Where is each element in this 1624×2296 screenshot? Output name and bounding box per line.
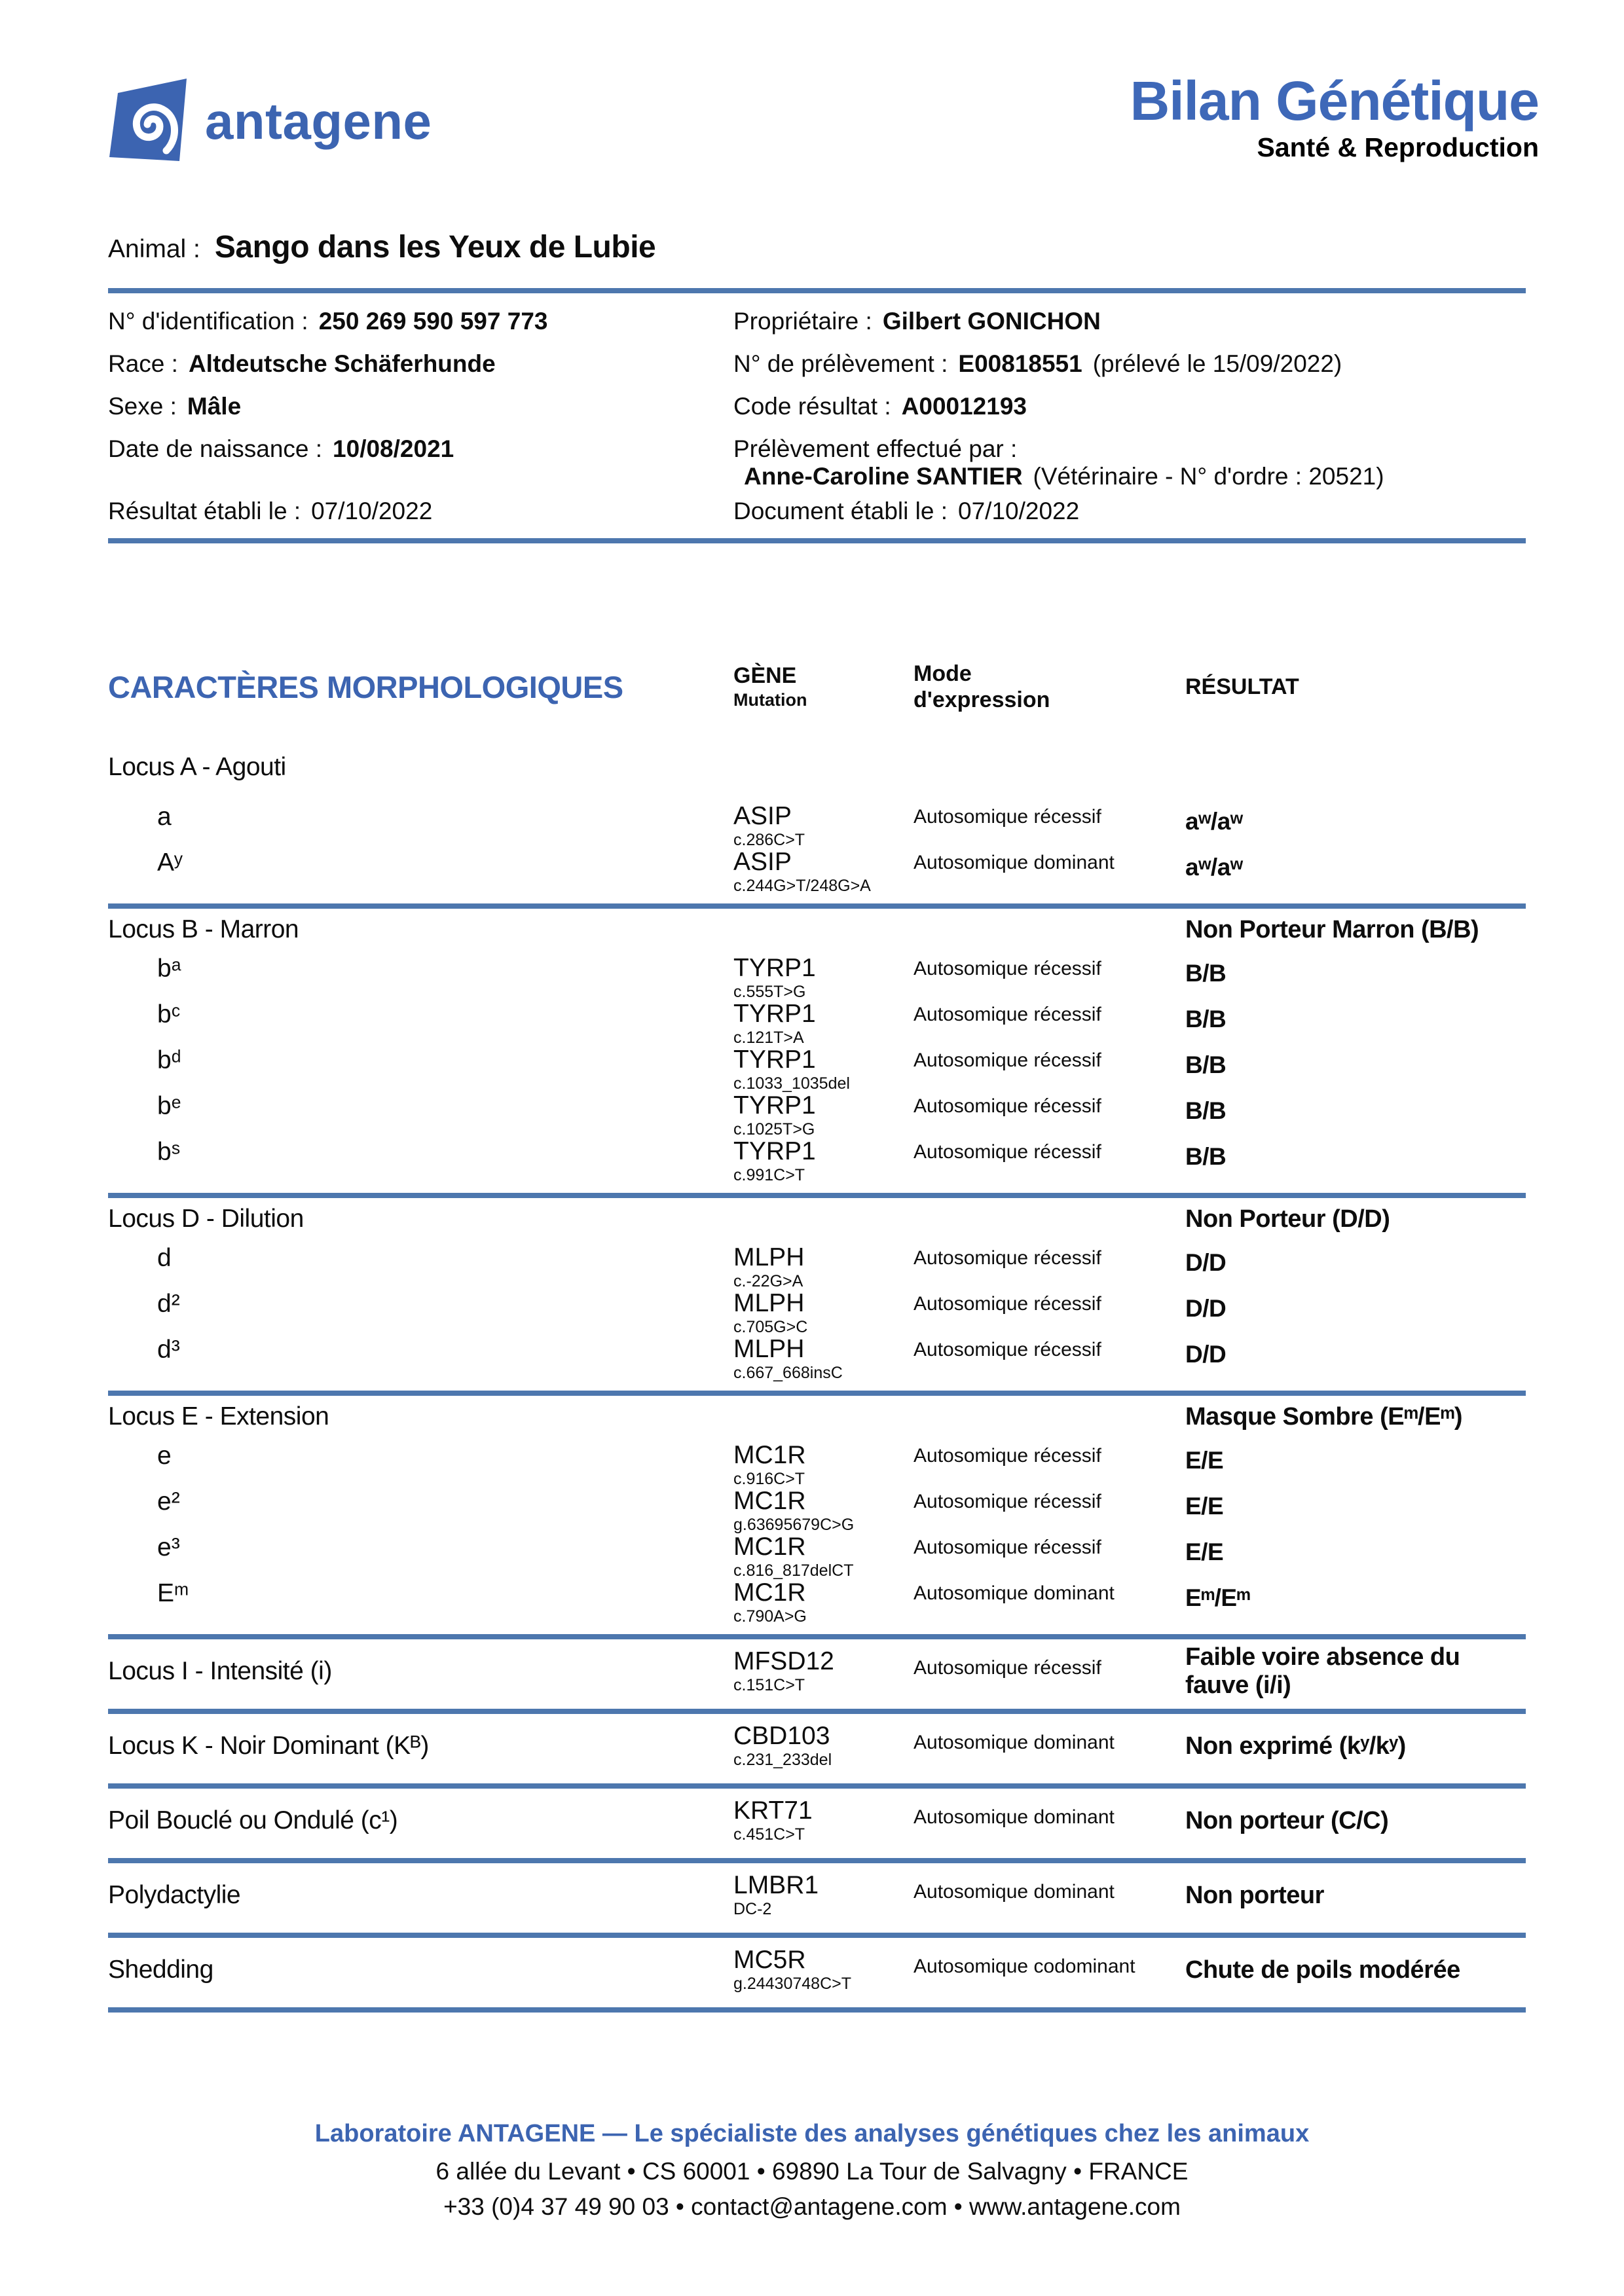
locus-section: [108, 1714, 1526, 1789]
locus-result: Non porteur: [1185, 1881, 1324, 1909]
locus-gene-block: [733, 1797, 913, 1844]
allele-label: e³: [157, 1533, 180, 1561]
gene-mutation: c.790A>G: [733, 1607, 807, 1626]
allele-label: bᵉ: [157, 1092, 181, 1120]
field-value: E00818551: [958, 350, 1082, 377]
gene-mutation: c.-22G>A: [733, 1272, 803, 1290]
gene-name: MLPH: [733, 1243, 805, 1271]
locus-gene-block: [733, 1722, 913, 1770]
expression-mode: Autosomique dominant: [913, 1880, 1115, 1903]
logo-wordmark: antagene: [205, 92, 432, 150]
row-result: aʷ/aʷ: [1185, 854, 1243, 881]
identity-field-row: [108, 393, 724, 435]
row-result: Eᵐ/Eᵐ: [1185, 1584, 1250, 1611]
locus-gene-block: [733, 1648, 913, 1695]
gene-name: MC5R: [733, 1946, 806, 1974]
row-gene-block: [733, 1336, 913, 1383]
locus-title: Shedding: [108, 1956, 213, 1984]
allele-label: d²: [157, 1290, 180, 1318]
locus-rows: [108, 1442, 1526, 1625]
field-value: 10/08/2021: [333, 435, 454, 462]
field-label: N° d'identification :: [108, 308, 308, 335]
column-header-gene: GÈNE Mutation: [733, 663, 807, 710]
animal-label: Animal :: [108, 235, 200, 263]
animal-row: [108, 229, 655, 265]
expression-mode: Autosomique récessif: [913, 1141, 1101, 1163]
row-gene-block: [733, 848, 913, 896]
locus-rows: [108, 955, 1526, 1184]
gene-name: CBD103: [733, 1722, 830, 1750]
allele-label: e: [157, 1442, 172, 1470]
gene-name: TYRP1: [733, 1000, 816, 1028]
locus-section-head: [108, 1942, 1526, 1998]
expression-mode: Autosomique récessif: [913, 1491, 1101, 1512]
expression-mode: Autosomique récessif: [913, 1004, 1101, 1025]
identity-field-row: [733, 393, 1559, 435]
locus-title: Locus B - Marron: [108, 915, 299, 943]
expression-mode: Autosomique récessif: [913, 1445, 1101, 1467]
locus-section: [108, 1863, 1526, 1938]
gene-name: ASIP: [733, 848, 792, 876]
field-label: Date de naissance :: [108, 435, 323, 462]
table-header: [108, 648, 1526, 725]
document-title: Bilan Génétique: [1130, 70, 1539, 132]
locus-title: Locus I - Intensité (i): [108, 1657, 332, 1685]
identity-field-row: [108, 435, 724, 478]
expression-mode: Autosomique dominant: [913, 1731, 1115, 1753]
table-row: [108, 1579, 1526, 1625]
expression-mode: Autosomique dominant: [913, 852, 1115, 873]
antagene-logo: [108, 77, 432, 166]
locus-title: Locus D - Dilution: [108, 1205, 304, 1233]
table-row: [108, 1487, 1526, 1533]
document-title-block: [1130, 71, 1539, 164]
table-row: [108, 1336, 1526, 1381]
field-label: Propriétaire :: [733, 308, 872, 335]
locus-section-head: [108, 1718, 1526, 1774]
gene-mutation: c.555T>G: [733, 983, 806, 1001]
expression-mode: Autosomique récessif: [913, 1293, 1101, 1315]
row-gene-block: [733, 1579, 913, 1626]
table-row: [108, 803, 1526, 848]
row-gene-block: [733, 1244, 913, 1291]
gene-mutation: c.991C>T: [733, 1166, 805, 1184]
locus-section-head: [108, 1202, 1526, 1236]
field-note: (prélevé le 15/09/2022): [1092, 350, 1342, 377]
field-note: (Vétérinaire - N° d'ordre : 20521): [1033, 463, 1384, 490]
row-result: D/D: [1185, 1295, 1227, 1322]
row-result: B/B: [1185, 1051, 1227, 1078]
gene-name: LMBR1: [733, 1871, 819, 1899]
gene-mutation: c.286C>T: [733, 831, 805, 849]
document-subtitle: Santé & Reproduction: [1257, 132, 1539, 162]
locus-section: [108, 1639, 1526, 1714]
row-result: aʷ/aʷ: [1185, 808, 1243, 835]
expression-mode: Autosomique récessif: [913, 1049, 1101, 1071]
row-gene-block: [733, 1092, 913, 1139]
locus-section: [108, 909, 1526, 1198]
locus-section: [108, 1396, 1526, 1639]
gene-name: TYRP1: [733, 1091, 816, 1120]
table-row: [108, 955, 1526, 1000]
locus-result: Faible voire absence du fauve (i/i): [1185, 1643, 1460, 1699]
locus-section: [108, 1789, 1526, 1863]
locus-section-head: [108, 1400, 1526, 1434]
locus-gene-block: [733, 1872, 913, 1919]
gene-name: MC1R: [733, 1487, 806, 1515]
expression-mode: Autosomique récessif: [913, 1339, 1101, 1360]
allele-label: bᵃ: [157, 955, 181, 983]
gene-name: TYRP1: [733, 1046, 816, 1074]
row-result: D/D: [1185, 1341, 1227, 1368]
row-gene-block: [733, 1533, 913, 1580]
table-row: [108, 1000, 1526, 1046]
footer-contact-line: +33 (0)4 37 49 90 03 • contact@antagene.com • www.antagene.com: [443, 2193, 1181, 2220]
identity-field-row: [108, 498, 724, 540]
gene-mutation: c.816_817delCT: [733, 1561, 854, 1580]
locus-section-head: [108, 913, 1526, 947]
field-label: Race :: [108, 350, 178, 377]
locus-sections: [108, 746, 1526, 2013]
row-gene-block: [733, 803, 913, 850]
table-row: [108, 1244, 1526, 1290]
gene-mutation: c.231_233del: [733, 1751, 832, 1769]
expression-mode: Autosomique récessif: [913, 958, 1101, 979]
locus-section: [108, 746, 1526, 909]
locus-title: Polydactylie: [108, 1881, 241, 1909]
animal-name: Sango dans les Yeux de Lubie: [214, 230, 656, 264]
expression-mode: Autosomique dominant: [913, 1582, 1115, 1604]
locus-title: Locus A - Agouti: [108, 753, 286, 781]
field-value: 07/10/2022: [311, 498, 433, 524]
allele-label: Aʸ: [157, 848, 183, 877]
table-row: [108, 848, 1526, 894]
morphology-table: [108, 648, 1526, 2013]
locus-result: Non porteur (C/C): [1185, 1806, 1389, 1834]
identity-field-row: [108, 350, 724, 393]
gene-name: MFSD12: [733, 1647, 834, 1675]
identity-field-row: [108, 308, 724, 350]
gene-name: MC1R: [733, 1578, 806, 1607]
row-result: B/B: [1185, 1143, 1227, 1170]
row-result: B/B: [1185, 960, 1227, 987]
identity-field-row: [733, 308, 1559, 350]
gene-name: MC1R: [733, 1441, 806, 1469]
table-row: [108, 1442, 1526, 1487]
antagene-swirl-icon: [108, 77, 188, 166]
row-gene-block: [733, 1290, 913, 1337]
locus-rows: [108, 803, 1526, 894]
identity-field-row: [733, 435, 1559, 463]
locus-section: [108, 1198, 1526, 1396]
row-gene-block: [733, 1138, 913, 1185]
locus-gene-block: [733, 1946, 913, 1994]
locus-result: Chute de poils modérée: [1185, 1956, 1460, 1984]
field-value: Altdeutsche Schäferhunde: [188, 350, 496, 377]
gene-name: ASIP: [733, 802, 792, 830]
row-gene-block: [733, 955, 913, 1002]
table-title: CARACTÈRES MORPHOLOGIQUES: [108, 669, 623, 704]
expression-mode: Autosomique récessif: [913, 1247, 1101, 1269]
field-value: 250 269 590 597 773: [318, 308, 548, 335]
row-gene-block: [733, 1442, 913, 1489]
row-gene-block: [733, 1000, 913, 1048]
gene-name: KRT71: [733, 1796, 813, 1825]
row-gene-block: [733, 1046, 913, 1093]
gene-name: MLPH: [733, 1289, 805, 1317]
row-result: E/E: [1185, 1447, 1224, 1474]
allele-label: d: [157, 1244, 172, 1272]
field-value: 07/10/2022: [958, 498, 1080, 524]
field-label: Prélèvement effectué par :: [733, 435, 1018, 462]
field-value: Mâle: [187, 393, 242, 420]
locus-section-head: [108, 1867, 1526, 1923]
field-label: Résultat établi le :: [108, 498, 301, 524]
footer-address-line: 6 allée du Levant • CS 60001 • 69890 La Tour de Salvagny • FRANCE: [435, 2158, 1189, 2185]
column-header-mode: Mode d'expression: [913, 661, 1050, 712]
expression-mode: Autosomique récessif: [913, 1656, 1101, 1679]
expression-mode: Autosomique dominant: [913, 1806, 1115, 1828]
gene-mutation: c.451C>T: [733, 1825, 805, 1844]
table-row: [108, 1290, 1526, 1336]
gene-mutation: c.916C>T: [733, 1470, 805, 1488]
locus-section-head: [108, 1793, 1526, 1849]
gene-mutation: DC-2: [733, 1900, 772, 1918]
gene-name: TYRP1: [733, 1137, 816, 1165]
field-label: N° de prélèvement :: [733, 350, 948, 377]
gene-name: MC1R: [733, 1533, 806, 1561]
field-label: Document établi le :: [733, 498, 948, 524]
column-header-result: RÉSULTAT: [1185, 674, 1299, 699]
locus-title: Locus K - Noir Dominant (Kᴮ): [108, 1732, 429, 1760]
allele-label: d³: [157, 1336, 180, 1364]
allele-label: e²: [157, 1487, 180, 1516]
locus-title: Locus E - Extension: [108, 1402, 329, 1430]
allele-label: bˢ: [157, 1138, 180, 1166]
footer-lab-line: Laboratoire ANTAGENE — Le spécialiste des analyses génétiques chez les animaux: [314, 2120, 1310, 2147]
identity-right-column: [733, 308, 1559, 540]
gene-mutation: c.1033_1035del: [733, 1074, 850, 1093]
locus-result: Masque Sombre (Eᵐ/Eᵐ): [1185, 1402, 1463, 1430]
field-value: A00012193: [901, 393, 1027, 420]
gene-mutation: c.121T>A: [733, 1029, 804, 1047]
expression-mode: Autosomique récessif: [913, 806, 1101, 828]
gene-name: MLPH: [733, 1335, 805, 1363]
divider: [108, 288, 1526, 293]
table-row: [108, 1092, 1526, 1138]
field-label: Code résultat :: [733, 393, 891, 420]
identity-field-row: [733, 350, 1559, 393]
locus-title: Poil Bouclé ou Ondulé (c¹): [108, 1806, 398, 1834]
gene-mutation: c.244G>T/248G>A: [733, 877, 871, 895]
row-result: B/B: [1185, 1097, 1227, 1124]
gene-mutation: c.667_668insC: [733, 1364, 843, 1382]
allele-label: bᶜ: [157, 1000, 181, 1029]
row-result: B/B: [1185, 1006, 1227, 1032]
gene-mutation: c.1025T>G: [733, 1120, 815, 1139]
gene-mutation: c.705G>C: [733, 1318, 808, 1336]
locus-section-head: [108, 1643, 1526, 1700]
allele-label: a: [157, 803, 172, 831]
locus-section: [108, 1938, 1526, 2013]
expression-mode: Autosomique récessif: [913, 1095, 1101, 1117]
allele-label: Eᵐ: [157, 1579, 189, 1607]
gene-mutation: c.151C>T: [733, 1676, 805, 1694]
divider: [108, 538, 1526, 543]
expression-mode: Autosomique récessif: [913, 1537, 1101, 1558]
locus-result: Non Porteur (D/D): [1185, 1205, 1390, 1233]
field-label: Sexe :: [108, 393, 177, 420]
gene-mutation: g.24430748C>T: [733, 1975, 852, 1993]
table-row: [108, 1533, 1526, 1579]
page-footer: [0, 2120, 1624, 2221]
identity-field-row: [733, 498, 1559, 540]
row-result: E/E: [1185, 1493, 1224, 1520]
table-row: [108, 1138, 1526, 1184]
row-result: D/D: [1185, 1249, 1227, 1276]
row-result: E/E: [1185, 1539, 1224, 1565]
locus-result: Non Porteur Marron (B/B): [1185, 915, 1479, 943]
locus-rows: [108, 1244, 1526, 1381]
row-gene-block: [733, 1487, 913, 1535]
table-row: [108, 1046, 1526, 1092]
identity-left-column: [108, 308, 724, 540]
gene-name: TYRP1: [733, 954, 816, 982]
locus-result: Non exprimé (kʸ/kʸ): [1185, 1732, 1406, 1760]
gene-mutation: g.63695679C>G: [733, 1516, 855, 1534]
field-value: Anne-Caroline SANTIER: [744, 463, 1023, 490]
locus-section-head: [108, 750, 1526, 784]
expression-mode: Autosomique codominant: [913, 1955, 1135, 1977]
field-value: Gilbert GONICHON: [882, 308, 1101, 335]
identity-field-row: [733, 463, 1559, 498]
allele-label: bᵈ: [157, 1046, 181, 1074]
